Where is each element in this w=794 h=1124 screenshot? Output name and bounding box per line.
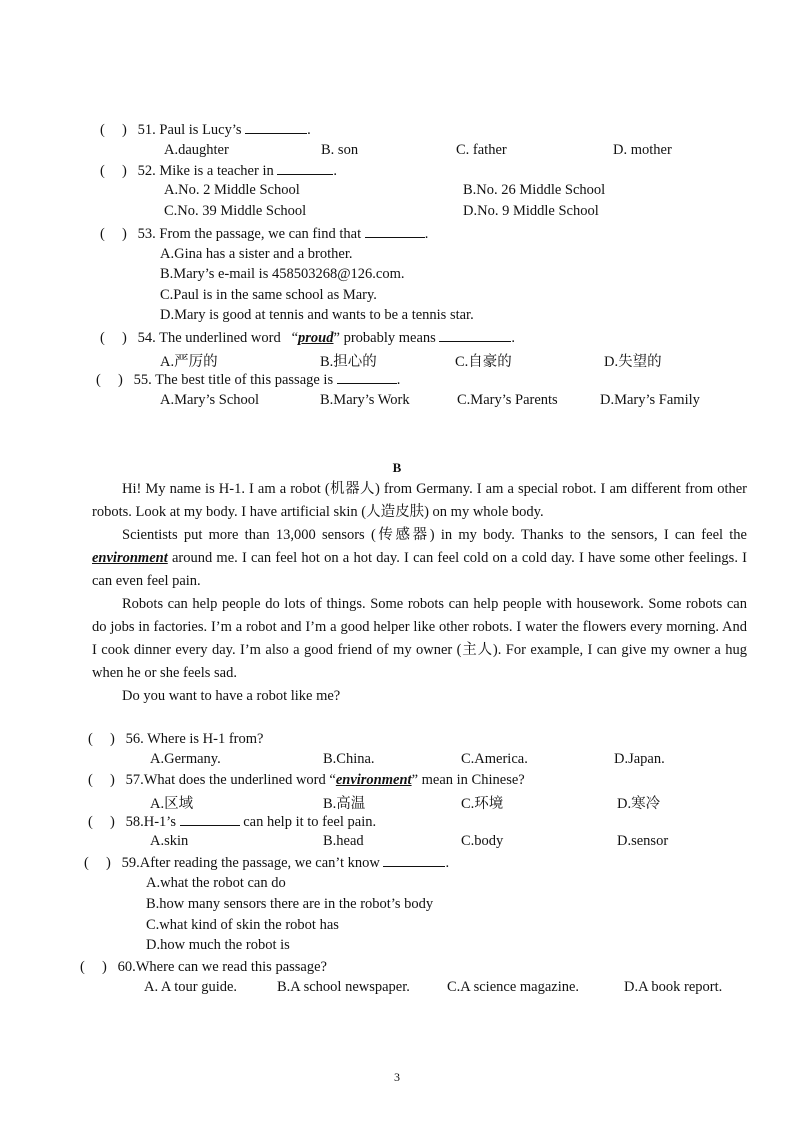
- answer-blank: [180, 813, 240, 826]
- option-54-c: C.自豪的: [455, 354, 512, 370]
- option-55-d: D.Mary’s Family: [600, 392, 700, 408]
- answer-bracket: ( ): [100, 163, 127, 179]
- option-59-c: C.what kind of skin the robot has: [146, 917, 339, 933]
- question-stem-end: .: [396, 372, 401, 388]
- passage-paragraph-3: Robots can help people do lots of things. Some robots can help people with housework. Some robots can do jobs in factories. I’m a robot and I’m a good helper like other robots. I water the flowers every morning. And I cook dinner every day. I’m also a good friend of my owner (主人). For example, I can give my owner a hug when he or she feels sad.: [92, 596, 747, 681]
- question-stem-end: .: [424, 226, 429, 242]
- question-stem-end: can help it to feel pain.: [243, 814, 377, 830]
- question-stem-end: .: [333, 163, 337, 179]
- option-55-a: A.Mary’s School: [160, 392, 260, 408]
- answer-blank: [439, 329, 511, 342]
- question-stem: 59.After reading the passage, we can’t know: [121, 855, 380, 871]
- question-stem: 54. The underlined word: [137, 330, 281, 346]
- answer-bracket: ( ): [100, 226, 127, 242]
- option-60-d: D.A book report.: [624, 979, 723, 995]
- option-54-b: B.担心的: [320, 354, 377, 370]
- option-57-b: B.高温: [323, 796, 366, 812]
- option-54-d: D.失望的: [604, 354, 662, 370]
- option-52-b: B.No. 26 Middle School: [463, 182, 606, 198]
- answer-bracket: ( ): [100, 330, 127, 346]
- quote-open: “: [329, 772, 336, 788]
- option-53-b: B.Mary’s e-mail is 458503268@126.com.: [160, 266, 405, 282]
- question-52: [100, 162, 337, 180]
- option-57-d: D.寒冷: [617, 796, 661, 812]
- answer-blank: [337, 371, 397, 384]
- underlined-word-proud: proud: [298, 330, 334, 346]
- option-59-b: B.how many sensors there are in the robot’s body: [146, 896, 434, 912]
- answer-blank: [365, 225, 425, 238]
- passage-paragraph-2: Scientists put more than 13,000 sensors (传感器) in my body. Thanks to the sensors, I can feel the environment around me. I can feel hot on a hot day. I can feel cold on a cold day. I have some other feelings. I can even feel pain.: [92, 527, 747, 589]
- question-51: [100, 121, 311, 139]
- answer-bracket: ( ): [88, 814, 115, 830]
- question-stem: 57.What does the underlined word: [125, 772, 326, 788]
- answer-bracket: ( ): [84, 855, 111, 871]
- option-51-a: A.daughter: [164, 142, 229, 158]
- question-57: [88, 772, 525, 789]
- answer-blank: [383, 854, 445, 867]
- answer-bracket: ( ): [96, 372, 123, 388]
- option-53-d: D.Mary is good at tennis and wants to be a tennis star.: [160, 307, 474, 323]
- option-58-b: B.head: [323, 833, 364, 849]
- option-58-c: C.body: [461, 833, 504, 849]
- question-54: [100, 329, 515, 347]
- option-56-a: A.Germany.: [150, 751, 221, 767]
- question-stem-mid: mean in Chinese?: [421, 772, 525, 788]
- option-53-c: C.Paul is in the same school as Mary.: [160, 287, 377, 303]
- option-59-d: D.how much the robot is: [146, 937, 290, 953]
- answer-bracket: ( ): [88, 731, 115, 747]
- option-53-a: A.Gina has a sister and a brother.: [160, 246, 353, 262]
- option-54-a: A.严厉的: [160, 354, 218, 370]
- reading-passage: [92, 478, 747, 708]
- answer-blank: [245, 121, 307, 134]
- option-55-b: B.Mary’s Work: [320, 392, 410, 408]
- underlined-word-environment: environment: [92, 550, 168, 566]
- option-56-c: C.America.: [461, 751, 528, 767]
- option-57-c: C.环境: [461, 796, 504, 812]
- underlined-word-environment-q: environment: [335, 772, 412, 788]
- quote-close: ”: [411, 772, 418, 788]
- question-stem: 53. From the passage, we can find that: [137, 226, 362, 242]
- question-stem: 58.H-1’s: [125, 814, 176, 830]
- passage-paragraph-1: Hi! My name is H-1. I am a robot (机器人) from Germany. I am a special robot. I am different from other robots. Look at my body. I have artificial skin (人造皮肤) on my whole body.: [92, 481, 747, 520]
- option-60-b: B.A school newspaper.: [277, 979, 410, 995]
- answer-bracket: ( ): [80, 959, 107, 975]
- option-52-a: A.No. 2 Middle School: [164, 182, 300, 198]
- question-55: [96, 371, 400, 389]
- option-56-d: D.Japan.: [614, 751, 665, 767]
- question-stem: 60.Where can we read this passage?: [117, 959, 327, 975]
- option-60-c: C.A science magazine.: [447, 979, 580, 995]
- option-58-a: A.skin: [150, 833, 189, 849]
- option-57-a: A.区域: [150, 796, 194, 812]
- quote-close: ”: [333, 330, 340, 346]
- section-title: B: [392, 460, 402, 475]
- question-56: [88, 731, 263, 748]
- option-51-d: D. mother: [613, 142, 672, 158]
- quote-open: “: [291, 330, 299, 346]
- question-stem-end: .: [511, 330, 516, 346]
- question-stem-end: .: [307, 122, 311, 138]
- question-60: [80, 959, 327, 976]
- option-51-c: C. father: [456, 142, 507, 158]
- option-55-c: C.Mary’s Parents: [457, 392, 558, 408]
- option-59-a: A.what the robot can do: [146, 875, 286, 891]
- question-stem-mid: probably means: [343, 330, 436, 346]
- question-53: [100, 225, 428, 243]
- option-58-d: D.sensor: [617, 833, 669, 849]
- option-60-a: A. A tour guide.: [144, 979, 238, 995]
- page-number: 3: [394, 1070, 400, 1084]
- option-52-c: C.No. 39 Middle School: [164, 203, 307, 219]
- question-58: [88, 813, 376, 831]
- answer-bracket: ( ): [88, 772, 115, 788]
- answer-bracket: ( ): [100, 122, 127, 138]
- question-stem: 51. Paul is Lucy’s: [137, 122, 242, 138]
- question-stem: 56. Where is H-1 from?: [125, 731, 264, 747]
- option-56-b: B.China.: [323, 751, 375, 767]
- question-stem: 55. The best title of this passage is: [133, 372, 334, 388]
- question-stem-end: .: [445, 855, 450, 871]
- passage-paragraph-4: Do you want to have a robot like me?: [122, 688, 341, 704]
- option-51-b: B. son: [321, 142, 359, 158]
- question-stem: 52. Mike is a teacher in: [137, 163, 274, 179]
- question-59: [84, 854, 449, 872]
- option-52-d: D.No. 9 Middle School: [463, 203, 599, 219]
- answer-blank: [277, 162, 333, 175]
